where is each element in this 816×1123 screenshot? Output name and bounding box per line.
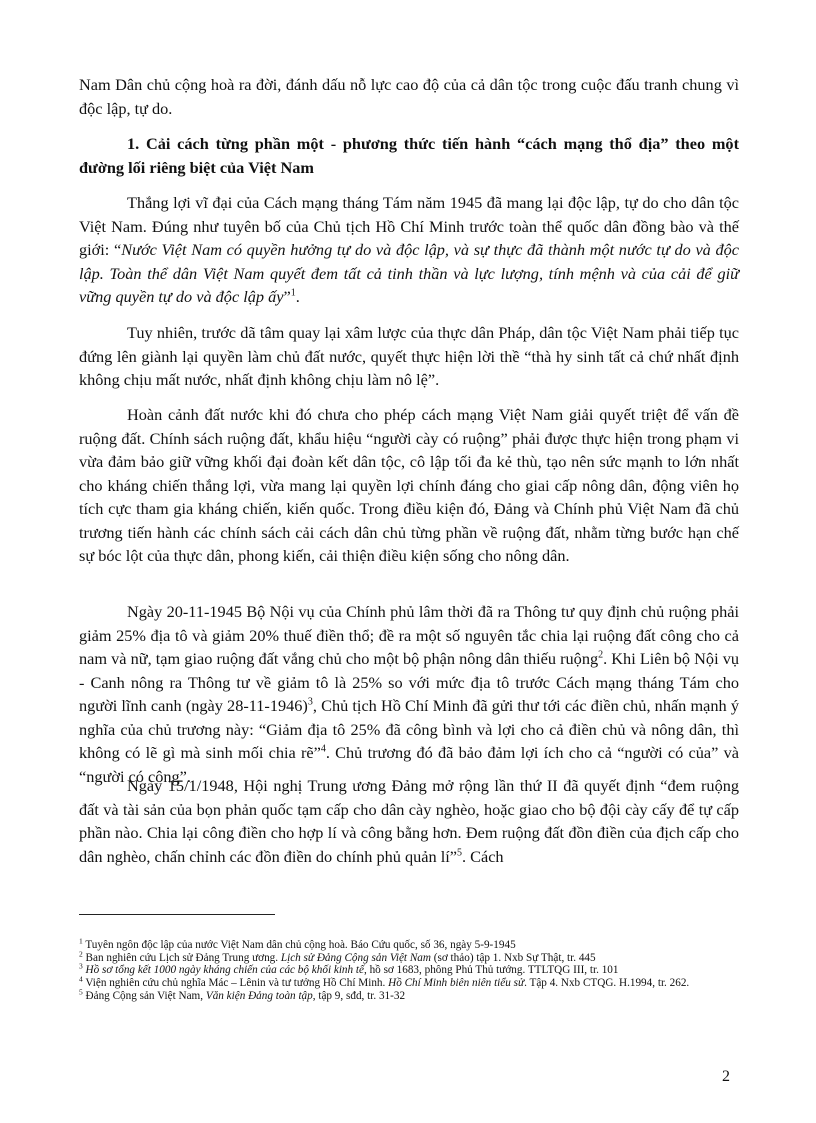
page-number: 2 bbox=[722, 1068, 730, 1085]
paragraph-intro: Nam Dân chủ cộng hoà ra đời, đánh dấu nỗ lực cao độ của cả dân tộc trong cuộc đấu tranh chung vì độc lập, tự do. bbox=[79, 75, 739, 118]
p1-end: . bbox=[295, 287, 300, 306]
p4-text-a: Ngày 20-11-1945 Bộ Nội vụ của Chính phủ lâm thời đã ra Thông tư quy định chủ ruộng phải giảm 25% địa tô và giảm 20% thuế điền thổ; đề ra một số nguyên tắc chia lại ruộng đất công cho cả nam và nữ, tạm giao ruộng đất vắng chủ cho một bộ phận nông dân thiếu ruộng bbox=[79, 602, 739, 668]
p4-text-c: , Chủ tịch Hồ Chí Minh đã gửi thư tới các điền chủ, nhấn mạnh ý nghĩa của chủ trương này: “Giảm địa tô 25% đã công bình và lợi cho cả điền chủ và nông dân, thì không có lẽ gì mà sinh mối chia rẽ” bbox=[79, 696, 739, 762]
p5-text-a: Ngày 15/1/1948, Hội nghị Trung ương Đảng mở rộng lần thứ II đã quyết định “đem ruộng đất và tài sản của bọn phản quốc tạm cấp cho dân cày nghèo, hoặc giao cho bộ đội cày cấy để tự cấp phần nào. Chia lại công điền cho hợp lí và công bằng hơn. Đem ruộng đất đồn điền của địch cấp cho dân nghèo, chấn chỉnh các đồn điền do chính phủ quản lí” bbox=[79, 776, 739, 866]
p4-text-d: . Chủ trương đó đã bảo đảm lợi ích cho cả “người có của” và “người có công”. bbox=[79, 743, 739, 786]
footnote-5: $^5$ Đảng Cộng sản Việt Nam, Văn kiện Đảng toàn tập, tập 9, sđd, tr. 31-32 bbox=[79, 987, 406, 1002]
footnote-ref-2[interactable]: 2 bbox=[598, 649, 604, 661]
p5-text-b: . Cách bbox=[461, 846, 504, 866]
paragraph-5 bbox=[79, 774, 739, 868]
footnote-ref-5[interactable]: 5 bbox=[456, 847, 462, 859]
footnote-3: $^3$ Hồ sơ tổng kết 1000 ngày kháng chiến của các bộ khối kinh tế, hồ sơ 1683, phông Phủ Thủ tướng. TTLTQG III, tr. 101 bbox=[79, 961, 619, 977]
footnote-ref-3[interactable]: 3 bbox=[307, 696, 313, 708]
paragraph-2: Tuy nhiên, trước dã tâm quay lại xâm lược của thực dân Pháp, dân tộc Việt Nam phải tiếp tục đứng lên giành lại quyền làm chủ đất nước, quyết thực hiện lời thề “thà hy sinh tất cả chứ nhất định không chịu mất nước, nhất định không chịu làm nô lệ”. bbox=[79, 323, 739, 389]
paragraph-4 bbox=[79, 600, 739, 788]
p1-close: ” bbox=[283, 287, 291, 306]
footnote-separator bbox=[79, 914, 275, 915]
footnotes bbox=[79, 936, 739, 1003]
section-heading: 1. Cải cách từng phần một - phương thức tiến hành “cách mạng thổ địa” theo một đường lối riêng biệt của Việt Nam bbox=[79, 134, 739, 177]
footnote-1: $^1$ Tuyên ngôn độc lập của nước Việt Nam dân chủ cộng hoà. Báo Cứu quốc, số 36, ngày 5-9-1945 bbox=[79, 936, 516, 951]
paragraph-3: Hoàn cảnh đất nước khi đó chưa cho phép cách mạng Việt Nam giải quyết triệt để vấn đề ruộng đất. Chính sách ruộng đất, khẩu hiệu “người cày có ruộng” phải được thực hiện trong phạm vi vừa đảm bảo giữ vững khối đại đoàn kết dân tộc, cô lập tối đa kẻ thù, tạo nên sức mạnh to lớn nhất cho kháng chiến thắng lợi, vừa mang lại quyền lợi chính đáng cho giai cấp nông dân, động viên họ tích cực tham gia kháng chiến, kiến quốc. Trong điều kiện đó, Đảng và Chính phủ Việt Nam đã chủ trương tiến hành các chính sách cải cách dân chủ từng phần về ruộng đất, nhằm từng bước hạn chế sự bóc lột của thực dân, phong kiến, cải thiện điều kiện sống cho nông dân. bbox=[79, 405, 739, 565]
footnote-2: $^2$ Ban nghiên cứu Lịch sử Đảng Trung ương. Lịch sử Đảng Cộng sản Việt Nam (sơ thảo) tập 1. Nxb Sự Thật, tr. 445 bbox=[79, 948, 596, 964]
footnote-4: $^4$ Viện nghiên cứu chủ nghĩa Mác – Lênin và tư tưởng Hồ Chí Minh. Hồ Chí Minh biên niên tiểu sử. Tập 4. Nxb CTQG. H.1994, tr. 262. bbox=[79, 974, 690, 990]
footnote-ref-1[interactable]: 1 bbox=[290, 287, 296, 299]
p1-text: Thắng lợi vĩ đại của Cách mạng tháng Tám năm 1945 đã mang lại độc lập, tự do cho dân tộc Việt Nam. Đúng như tuyên bố của Chủ tịch Hồ Chí Minh trước toàn thể quốc dân đồng bào và thế giới: “ bbox=[79, 193, 739, 259]
p1-quote: Nước Việt Nam có quyền hưởng tự do và độc lập, và sự thực đã thành một nước tự do và độc lập. Toàn thể dân Việt Nam quyết đem tất cả tinh thần và lực lượng, tính mệnh và của cải để giữ vững quyền tự do và độc lập ấy bbox=[79, 240, 739, 306]
p4-text-b: . Khi Liên bộ Nội vụ - Canh nông ra Thông tư về giảm tô là 25% so với mức địa tô trước Cách mạng tháng Tám cho người lĩnh canh (ngày 28-11-1946) bbox=[79, 649, 739, 715]
paragraph-1 bbox=[79, 191, 739, 309]
footnote-ref-4[interactable]: 4 bbox=[320, 743, 326, 755]
